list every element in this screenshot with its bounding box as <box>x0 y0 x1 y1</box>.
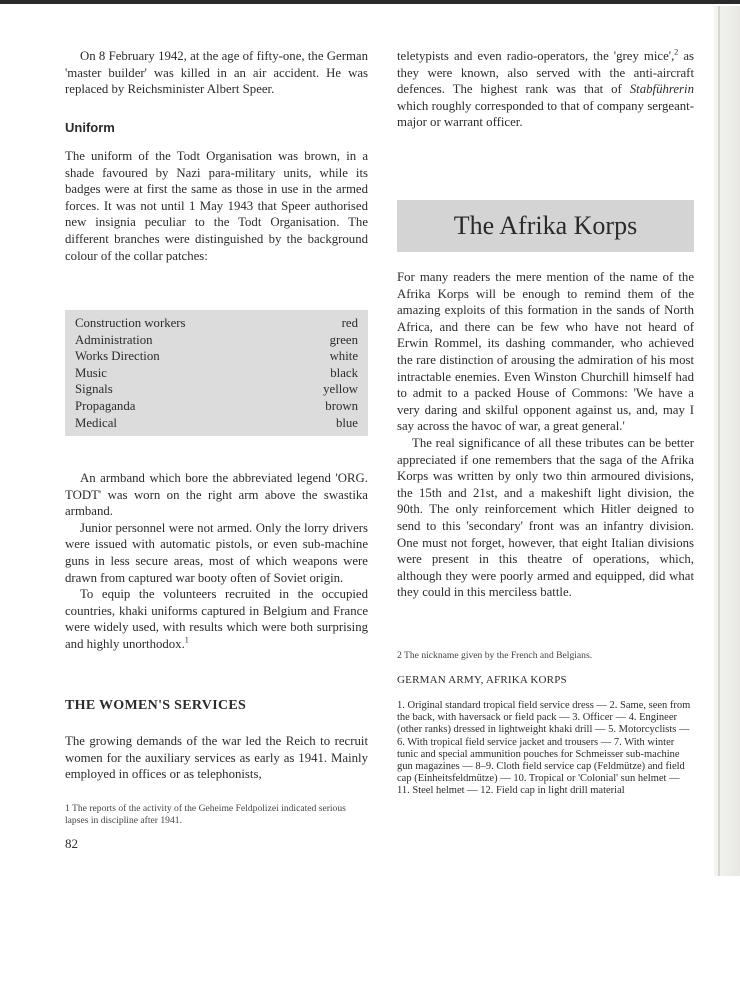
table-row <box>75 315 358 332</box>
womens-services-heading: THE WOMEN'S SERVICES <box>65 698 247 713</box>
table-row <box>75 381 358 398</box>
paragraph-continuation <box>397 48 694 131</box>
armband-block <box>65 470 368 653</box>
paragraph-womens: The growing demands of the war led the Reich to recruit women for the auxiliary services as early as 1941. Mainly employed in offices or as telephonists, <box>65 734 368 782</box>
table-row <box>75 415 358 432</box>
paragraph-equip-text: To equip the volunteers recruited in the occupied countries, khaki uniforms captured in Belgium and France were widely used, with results which were both surprising and highly unorthodox. <box>65 587 368 651</box>
paragraph-uniform: The uniform of the Todt Organisation was brown, in a shade favoured by Nazi para-military units, while its badges were at first the same as those in use in the armed forces. It was not until 1 May 1943 that Speer authorised new insignia peculiar to the Todt Organisation. The different branches were distinguished by the background colour of the collar patches: <box>65 149 368 263</box>
continuation-text-a: teletypists and even radio-operators, the 'grey mice', <box>397 49 675 63</box>
rank-name-italic: Stabführerin <box>629 82 694 97</box>
collar-colour-table <box>65 310 368 436</box>
branch-colour: blue <box>335 415 358 430</box>
table-row <box>75 348 358 365</box>
plate-caption: 1. Original standard tropical field service dress — 2. Same, seen from the back, with haversack or field pack — 3. Officer — 4. Engineer (other ranks) dressed in lightweight khaki drill — 5. Motorcyclists — 6. With tropical field service jacket and trousers — 7. With winter tunic and special ammunition pouches for Schmeisser sub-machine gun magazines — 8–9. Cloth field service cap (Feldmütze) and field cap (Einheitsfeldmütze) — 10. Tropical or 'Colonial' sun helmet — 11. Steel helmet — 12. Field cap in light drill material <box>397 700 691 797</box>
page-number: 82 <box>65 836 78 851</box>
paragraph-afrika-2: The real significance of all these tributes can be better appreciated if one remembers that the saga of the Afrika Korps was written by only two thin armoured divisions, the 15th and 21st, and a makeshift light division, the 90th. The only reinforcement which Hitler deigned to send to this 'secondary' front was an infantry division. One must not forget, however, that eight Italian divisions were present in this theatre of operations, which, although they were poorly armed and equipped, did what they could in this merciless battle. <box>397 435 694 600</box>
footnote-ref-2: 2 <box>674 47 679 57</box>
branch-name: Music <box>75 365 107 380</box>
paragraph-intro: On 8 February 1942, at the age of fifty-one, the German 'master builder' was killed in an air accident. He was replaced by Reichsminister Albert Speer. <box>65 49 368 97</box>
footnote-1: 1 The reports of the activity of the Geheime Feldpolizei indicated serious lapses in discipline after 1941. <box>65 803 346 826</box>
footnote-ref-1: 1 <box>184 635 189 645</box>
afrika-korps-title: The Afrika Korps <box>397 200 694 252</box>
branch-colour: green <box>329 332 358 347</box>
paragraph-junior-personnel: Junior personnel were not armed. Only the lorry drivers were issued with automatic pistols, or even sub-machine guns in less secure areas, most of which weapons were drawn from captured war booty often of Soviet origin. <box>65 520 368 585</box>
branch-colour: white <box>329 349 358 364</box>
paragraph-armband: An armband which bore the abbreviated legend 'ORG. TODT' was worn on the right arm above the swastika armband. <box>65 471 368 519</box>
branch-colour: black <box>330 365 358 380</box>
table-row <box>75 332 358 349</box>
paragraph-afrika-1: For many readers the mere mention of the name of the Afrika Korps will be enough to remind them of the amazing exploits of this formation in the sands of North Africa, and there can be few who have not heard of Erwin Rommel, its dashing commander, who achieved the rare distinction of arousing the admiration of his most intractable enemies. Even Winston Churchill himself had to admit to a packed House of Commons: 'We have a very daring and skilful opponent against us, and, may I say across the havoc of war, a great general.' <box>397 270 694 434</box>
top-rule <box>0 0 740 4</box>
page-edge-shadow <box>714 6 740 876</box>
branch-name: Administration <box>75 332 153 347</box>
branch-name: Medical <box>75 415 117 430</box>
afrika-korps-block <box>397 269 694 601</box>
branch-colour: brown <box>325 398 358 413</box>
table-row <box>75 398 358 415</box>
paragraph-equip <box>65 586 368 652</box>
branch-name: Works Direction <box>75 349 160 364</box>
branch-colour: yellow <box>323 382 358 397</box>
caption-heading: GERMAN ARMY, AFRIKA KORPS <box>397 674 567 686</box>
right-continuation-block <box>397 48 694 131</box>
branch-name: Construction workers <box>75 316 186 330</box>
uniform-heading: Uniform <box>65 120 115 135</box>
branch-name: Propaganda <box>75 398 136 413</box>
uniform-block <box>65 148 368 264</box>
branch-colour: red <box>341 316 358 330</box>
continuation-text-c: which roughly corresponded to that of company sergeant-major or warrant officer. <box>397 98 694 130</box>
table-row <box>75 365 358 382</box>
footnote-2: 2 The nickname given by the French and Belgians. <box>397 650 593 661</box>
branch-name: Signals <box>75 382 113 397</box>
left-intro-block <box>65 48 368 98</box>
continuation-text-b: as they were known, also served with the anti-aircraft defences. The highest rank was that of <box>397 49 694 97</box>
womens-block <box>65 733 368 783</box>
